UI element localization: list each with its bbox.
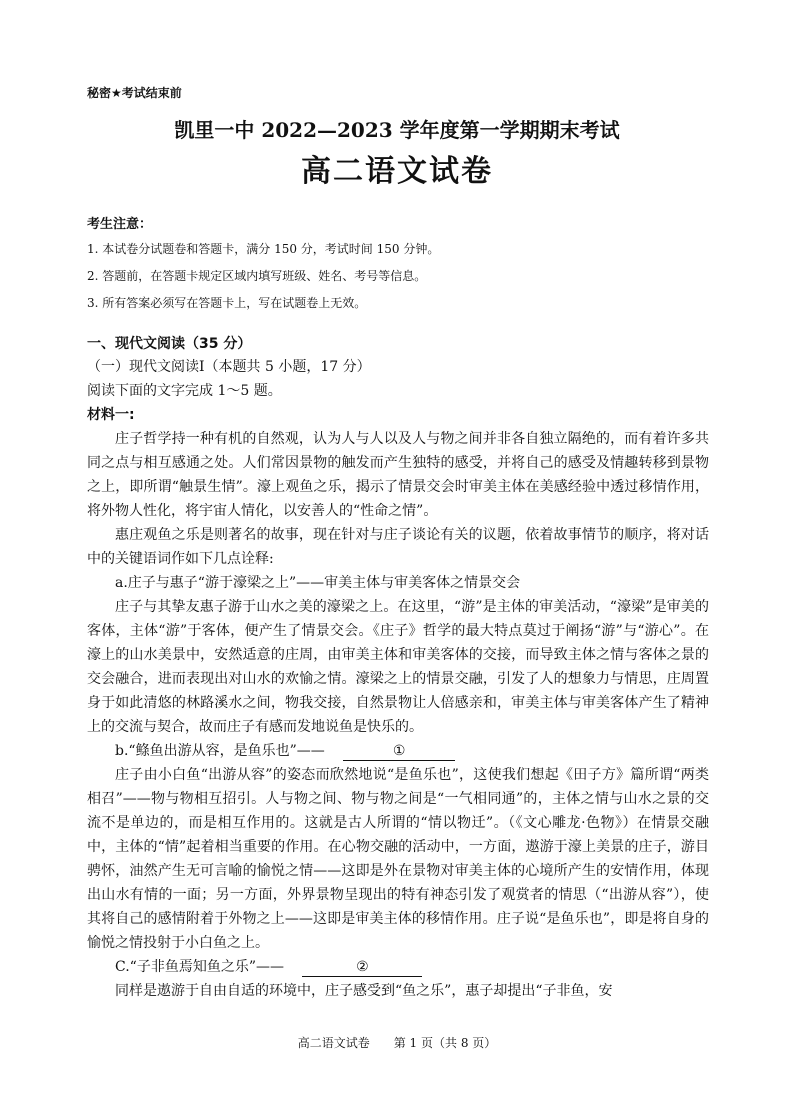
notice-item: 1. 本试卷分试题卷和答题卡，满分 150 分，考试时间 150 分钟。 [87, 242, 440, 256]
notice-heading: 考生注意： [87, 217, 153, 232]
item-b-label: b.“鲦鱼出游从容，是鱼乐也”—— [115, 743, 325, 759]
item-b [115, 739, 455, 763]
confidential-mark: 秘密★考试结束前 [87, 86, 182, 100]
page-footer: 高二语文试卷 第 1 页（共 8 页） [297, 1036, 497, 1050]
section-instruction: 阅读下面的文字完成 1～5 题。 [87, 383, 282, 399]
answer-blank-1: ① [343, 742, 455, 761]
item-c [115, 955, 422, 979]
passage-paragraph: 惠庄观鱼之乐是则著名的故事，现在针对与庄子谈论有关的议题，依着故事情节的顺序，将对话中的关键语词作如下几点诠释: [87, 527, 709, 567]
section-title: 一、现代文阅读（35 分） [87, 336, 252, 352]
paper-title: 高二语文试卷 [301, 154, 493, 189]
passage-paragraph: 同样是遨游于自由自适的环境中，庄子感受到“鱼之乐”，惠子却提出“子非鱼，安 [115, 983, 613, 999]
section-subtitle: （一）现代文阅读Ⅰ（本题共 5 小题，17 分） [87, 359, 371, 375]
exam-title: 凯里一中 2022—2023 学年度第一学期期末考试 [174, 118, 620, 142]
passage-paragraph: 庄子哲学持一种有机的自然观，认为人与人以及人与物之间并非各自独立隔绝的，而有着许多共同之点与相互感通之处。人们常因景物的触发而产生独特的感受，并将自己的感受及情趣转移到景物之上，即所谓“触景生情”。濠上观鱼之乐，揭示了情景交会时审美主体在美感经验中透过移情作用，将外物人性化，将宇宙人情化，以安善人的“性命之情”。 [87, 431, 709, 519]
material-label: 材料一: [87, 407, 135, 423]
passage-paragraph: 庄子由小白鱼“出游从容”的姿态而欣然地说“是鱼乐也”，这使我们想起《田子方》篇所谓“两类相召”——物与物相互招引。人与物之间、物与物之间是“一气相同通”的，主体之情与山水之景的交流不是单边的，而是相互作用的。这就是古人所谓的“情以物迁”。（《文心雕龙·色物》）在情景交融中，主体的“情”起着相当重要的作用。在心物交融的活动中，一方面，遨游于濠上美景的庄子，游目骋怀，油然产生无可言喻的愉悦之情——这即是外在景物对审美主体的心境所产生的安情作用，体现出山水有情的一面；另一方面，外界景物呈现出的特有神态引发了观赏者的情思（“出游从容”），使其将自己的感情附着于外物之上——这即是审美主体的移情作用。庄子说“是鱼乐也”，即是将自身的愉悦之情投射于小白鱼之上。 [87, 767, 709, 951]
item-c-label: C.“子非鱼焉知鱼之乐”—— [115, 959, 284, 975]
notice-item: 2. 答题前，在答题卡规定区域内填写班级、姓名、考号等信息。 [87, 269, 427, 283]
item-a: a.庄子与惠子“游于濠梁之上”——审美主体与审美客体之情景交会 [115, 575, 521, 591]
passage-paragraph: 庄子与其挚友惠子游于山水之美的濠梁之上。在这里，“游”是主体的审美活动，“濠梁”是审美的客体，主体“游”于客体，便产生了情景交会。《庄子》哲学的最大特点莫过于阐扬“游”与“游心”。在濠上的山水美景中，安然适意的庄周，由审美主体和审美客体的交接，而导致主体之情与客体之景的交会融合，进而表现出对山水的欢愉之情。濠梁之上的情景交融，引发了人的想象力与情思，庄周置身于如此清悠的林路溪水之间，物我交接，自然景物让人倍感亲和，审美主体与审美客体产生了精神上的交流与契合，故而庄子有感而发地说鱼是快乐的。 [87, 599, 709, 735]
notice-item: 3. 所有答案必须写在答题卡上，写在试题卷上无效。 [87, 296, 367, 310]
answer-blank-2: ② [302, 958, 422, 977]
